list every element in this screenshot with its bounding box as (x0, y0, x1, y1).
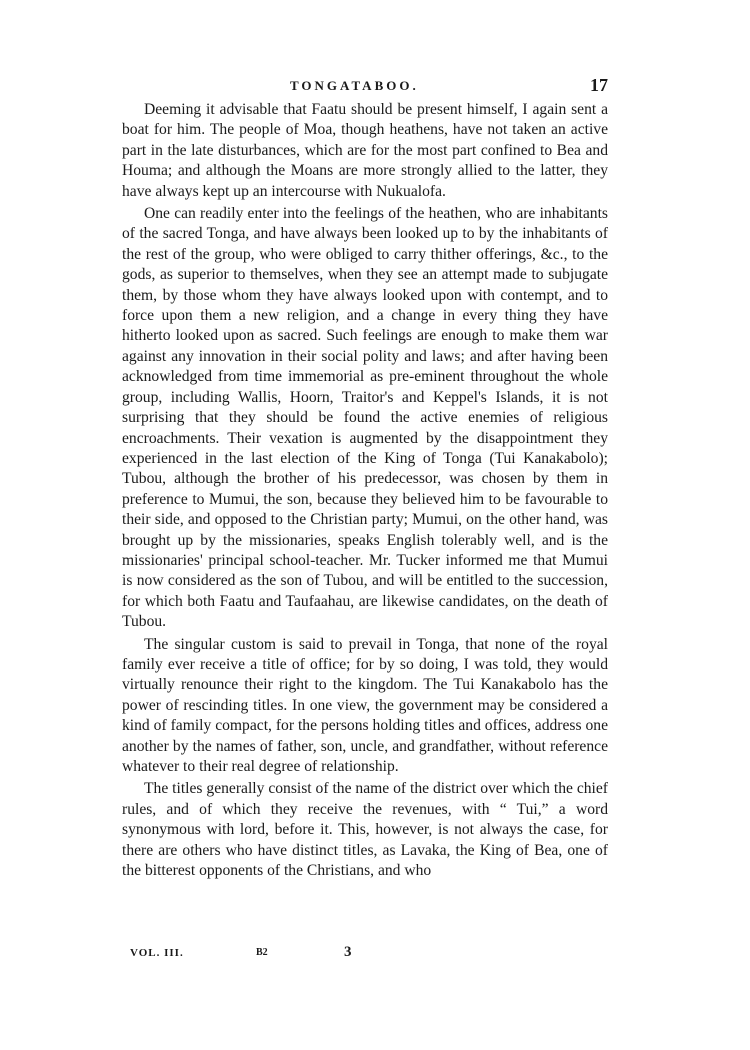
body-text (122, 100, 608, 883)
paragraph: Deeming it advisable that Faatu should be present himself, I again sent a boat for him. The people of Moa, though heathens, have not taken an active part in the late disturbances, which are for the most part confined to Bea and Houma; and although the Moans are more strongly allied to the latter, they have always kept up an intercourse with Nukualofa. (122, 101, 608, 200)
volume-mark: VOL. III. (130, 947, 184, 959)
paragraph: One can readily enter into the feelings of the heathen, who are inhabitants of the sacred Tonga, and have always been looked up to by the inhabitants of the rest of the group, who were obliged to carry thither offerings, &c., to the gods, as superior to themselves, when they see an attempt made to subjugate them, by those whom they have always looked upon with contempt, and to force upon them a new religion, and a change in every thing they have hitherto looked upon as sacred. Such feelings are enough to make them war against any innovation in their social polity and laws; and after having been acknowledged from time immemorial as pre-eminent throughout the whole group, including Wallis, Hoorn, Traitor's and Keppel's Islands, it is not surprising that they should be found the active enemies of religious encroachments. Their vexation is augmented by the disappointment they experienced in the last election of the King of Tonga (Tui Kanakabolo); Tubou, although the brother of his predecessor, was chosen by them in preference to Mumui, the son, because they believed him to be favourable to their side, and opposed to the Christian party; Mumui, on the other hand, was brought up by the missionaries, speaks English tolerably well, and is the missionaries' principal school-teacher. Mr. Tucker informed me that Mumui is now considered as the son of Tubou, and will be entitled to the succession, for which both Faatu and Taufaahau, are likewise candidates, on the death of Tubou. (122, 205, 608, 631)
paragraph: The titles generally consist of the name of the district over which the chief rules, and of which they receive the revenues, with “ Tui,” a word synonymous with lord, before it. This, however, is not always the case, for there are others who have distinct titles, as Lavaka, the King of Bea, one of the bitterest opponents of the Christians, and who (122, 780, 608, 880)
paragraph: The singular custom is said to prevail in Tonga, that none of the royal family ever receive a title of office; for by so doing, I was told, they would virtually renounce their right to the kingdom. The Tui Kanakabolo has the power of rescinding titles. In one view, the government may be considered a kind of family compact, for the persons holding titles and offices, address one another by the names of father, son, uncle, and grandfather, without reference whatever to their real degree of relationship. (122, 635, 608, 775)
gathering-number: 3 (344, 944, 352, 960)
signature-mark: B2 (256, 947, 268, 958)
page-number: 17 (590, 75, 608, 95)
page-footer (0, 944, 750, 967)
running-head (0, 75, 750, 102)
running-title: TONGATABOO. (290, 78, 419, 93)
